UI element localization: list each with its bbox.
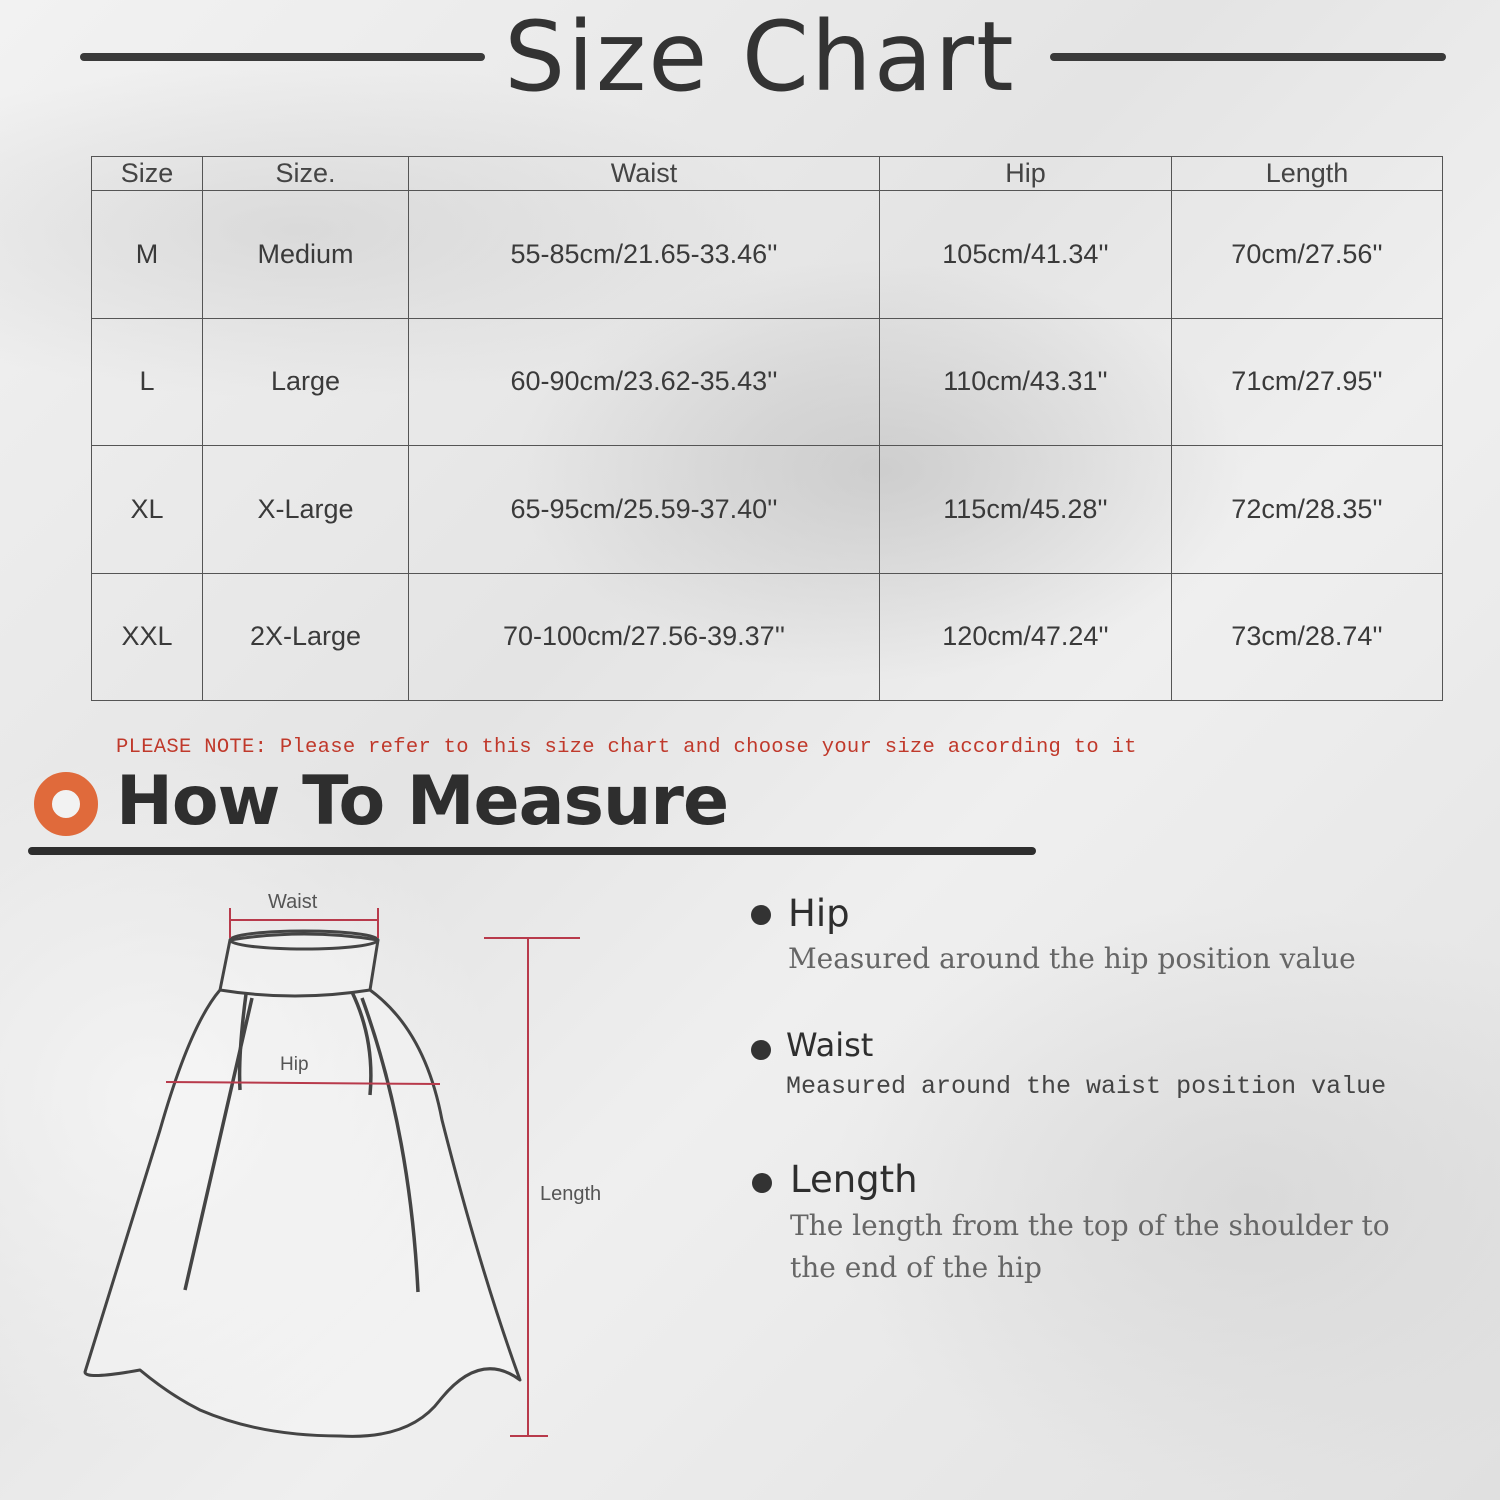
bullet-dot-icon (751, 1040, 771, 1060)
cell-size-name: 2X-Large (203, 573, 409, 701)
bullet-dot-icon (751, 905, 771, 925)
how-to-measure-rule (28, 847, 1036, 855)
diagram-label-length: Length (540, 1183, 602, 1205)
bullet-description-line: the end of the hip (790, 1251, 1042, 1284)
header-length: Length (1172, 157, 1443, 191)
cell-waist: 55-85cm/21.65-33.46'' (409, 191, 880, 319)
size-table (91, 156, 1443, 701)
skirt-diagram (80, 880, 640, 1460)
cell-size: XXL (92, 573, 203, 701)
cell-length: 72cm/28.35'' (1172, 446, 1443, 574)
cell-size: XL (92, 446, 203, 574)
title-rule-left (80, 53, 485, 61)
table-row (92, 191, 1443, 319)
cell-length: 70cm/27.56'' (1172, 191, 1443, 319)
cell-size-name: X-Large (203, 446, 409, 574)
cell-hip: 120cm/47.24'' (880, 573, 1172, 701)
cell-waist: 70-100cm/27.56-39.37'' (409, 573, 880, 701)
cell-length: 73cm/28.74'' (1172, 573, 1443, 701)
cell-hip: 105cm/41.34'' (880, 191, 1172, 319)
bullet-description-line: The length from the top of the shoulder to (790, 1209, 1390, 1242)
header-size-name: Size. (203, 157, 409, 191)
page-title: Size Chart (504, 1, 1016, 113)
header-size: Size (92, 157, 203, 191)
cell-size-name: Large (203, 318, 409, 446)
how-to-measure-title: How To Measure (116, 762, 729, 841)
size-chart-header (0, 0, 1500, 113)
bullet-description: Measured around the hip position value (788, 942, 1356, 975)
bullet-dot-icon (752, 1173, 772, 1193)
header-waist: Waist (409, 157, 880, 191)
header-hip: Hip (880, 157, 1172, 191)
cell-size: M (92, 191, 203, 319)
bullet-heading: Hip (788, 892, 850, 935)
table-row (92, 446, 1443, 574)
cell-waist: 60-90cm/23.62-35.43'' (409, 318, 880, 446)
bullet-heading: Length (790, 1158, 918, 1201)
bullet-heading: Waist (786, 1026, 874, 1064)
ring-icon (34, 772, 98, 836)
bullet-description: Measured around the waist position value (786, 1072, 1387, 1101)
table-header-row (92, 157, 1443, 191)
title-rule-right (1050, 53, 1446, 61)
diagram-label-hip: Hip (280, 1054, 309, 1075)
size-note: PLEASE NOTE: Please refer to this size chart and choose your size according to it (116, 736, 1137, 759)
cell-waist: 65-95cm/25.59-37.40'' (409, 446, 880, 574)
diagram-label-waist: Waist (268, 891, 318, 913)
cell-hip: 115cm/45.28'' (880, 446, 1172, 574)
cell-length: 71cm/27.95'' (1172, 318, 1443, 446)
cell-hip: 110cm/43.31'' (880, 318, 1172, 446)
skirt-outline (85, 934, 520, 1436)
cell-size-name: Medium (203, 191, 409, 319)
table-row (92, 318, 1443, 446)
cell-size: L (92, 318, 203, 446)
table-row (92, 573, 1443, 701)
